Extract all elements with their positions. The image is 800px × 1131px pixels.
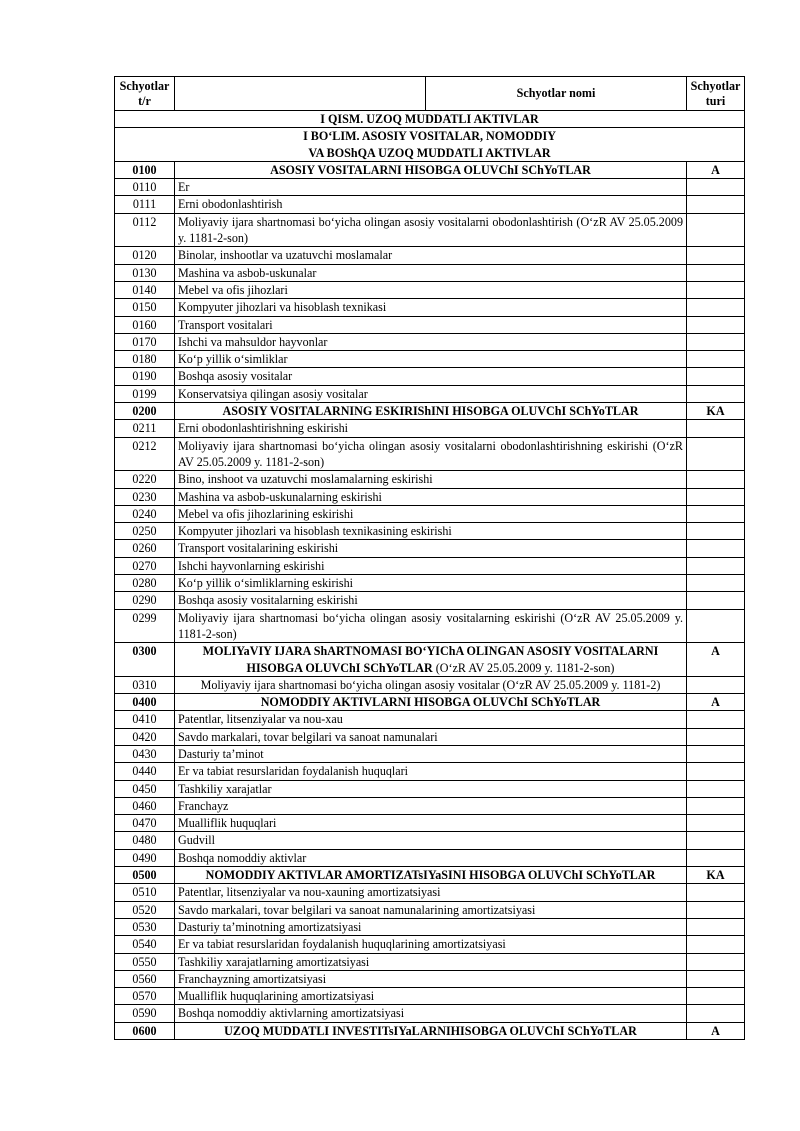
account-name (175, 918, 687, 935)
account-type (687, 609, 745, 643)
account-code: 0510 (115, 884, 175, 901)
account-code: 0550 (115, 953, 175, 970)
account-name (175, 575, 687, 592)
account-type (687, 1005, 745, 1022)
account-type (687, 437, 745, 471)
account-type (687, 505, 745, 522)
account-type (687, 316, 745, 333)
account-name-text: MOLIYaVIY IJARA ShARTNOMASI BO‘YIChA OLINGAN ASOSIY VOSITALARNI HISOBGA OLUVChI SChYoTLAR (202, 644, 659, 675)
account-name (175, 540, 687, 557)
account-name (175, 368, 687, 385)
account-type (687, 523, 745, 540)
account-code: 0111 (115, 196, 175, 213)
table-row (115, 711, 745, 728)
account-type: KA (687, 867, 745, 884)
account-code: 0420 (115, 728, 175, 745)
account-code: 0280 (115, 575, 175, 592)
account-code: 0470 (115, 815, 175, 832)
table-row (115, 351, 745, 368)
account-group-row (115, 1022, 745, 1039)
account-name (175, 247, 687, 264)
account-name (175, 970, 687, 987)
account-name-text: ASOSIY VOSITALARNING ESKIRIShINI HISOBGA OLUVChI SChYoTLAR (222, 404, 639, 419)
account-code: 0480 (115, 832, 175, 849)
account-name-text: Erni obodonlashtirish (178, 197, 283, 212)
account-group-row (115, 161, 745, 178)
account-name (175, 488, 687, 505)
account-type (687, 763, 745, 780)
account-name-text: NOMODDIY AKTIVLAR AMORTIZATsIYaSINI HISOBGA OLUVChI SChYoTLAR (205, 868, 656, 883)
account-name-text: Boshqa nomoddiy aktivlarning amortizatsiyasi (178, 1006, 405, 1021)
account-code: 0600 (115, 1022, 175, 1039)
account-name-text: Kompyuter jihozlari va hisoblash texnikasi (178, 300, 387, 315)
account-code: 0290 (115, 592, 175, 609)
account-type (687, 351, 745, 368)
table-row (115, 505, 745, 522)
table-row (115, 316, 745, 333)
account-type (687, 797, 745, 814)
account-name-note: (O‘zR AV 25.05.2009 y. 1181-2-son) (435, 660, 615, 675)
account-code: 0400 (115, 694, 175, 711)
account-name-text: Tashkiliy xarajatlar (178, 781, 272, 796)
account-code: 0110 (115, 179, 175, 196)
account-name-text: ASOSIY VOSITALARNI HISOBGA OLUVChI SChYoTLAR (270, 162, 591, 177)
account-code: 0310 (115, 676, 175, 693)
table-row (115, 901, 745, 918)
account-type (687, 281, 745, 298)
account-name (175, 711, 687, 728)
account-name-text: Mashina va asbob-uskunalarning eskirishi (178, 489, 382, 504)
account-name-text: Mebel va ofis jihozlarining eskirishi (178, 506, 354, 521)
account-type (687, 745, 745, 762)
account-type (687, 471, 745, 488)
account-name (175, 505, 687, 522)
account-type (687, 901, 745, 918)
account-code: 0500 (115, 867, 175, 884)
account-type (687, 488, 745, 505)
table-row (115, 884, 745, 901)
table-row (115, 592, 745, 609)
account-name-text: Er va tabiat resurslaridan foydalanish huquqlarining amortizatsiyasi (178, 937, 506, 952)
table-row (115, 676, 745, 693)
table-row (115, 420, 745, 437)
chart-of-accounts-document (114, 76, 744, 1040)
table-row (115, 780, 745, 797)
account-name (175, 1005, 687, 1022)
account-type (687, 333, 745, 350)
account-type (687, 849, 745, 866)
account-type (687, 557, 745, 574)
account-group-row (115, 867, 745, 884)
account-name-text: Boshqa nomoddiy aktivlar (178, 850, 307, 865)
table-row (115, 745, 745, 762)
account-type (687, 970, 745, 987)
account-name (175, 763, 687, 780)
account-code: 0570 (115, 988, 175, 1005)
account-name (175, 815, 687, 832)
section-title: I BO‘LIM. ASOSIY VOSITALAR, NOMODDIY VA BOShQA UZOQ MUDDATLI AKTIVLAR (115, 128, 745, 162)
account-name-text: Moliyaviy ijara shartnomasi bo‘yicha olingan asosiy vositalarni obodonlashtirishning eskirishi (O‘zR AV 25.05.2009 y. 1181-2-son) (178, 438, 683, 469)
account-name-text: Dasturiy ta’minotning amortizatsiyasi (178, 919, 362, 934)
table-row (115, 299, 745, 316)
account-type (687, 299, 745, 316)
account-name-text: Mashina va asbob-uskunalar (178, 265, 317, 280)
account-code: 0410 (115, 711, 175, 728)
account-name-text: Ishchi hayvonlarning eskirishi (178, 558, 325, 573)
account-name (175, 849, 687, 866)
account-code: 0160 (115, 316, 175, 333)
account-code: 0560 (115, 970, 175, 987)
table-row (115, 523, 745, 540)
account-type (687, 213, 745, 247)
account-name (175, 936, 687, 953)
account-code: 0490 (115, 849, 175, 866)
account-name (175, 437, 687, 471)
account-name-text: Mualliflik huquqlari (178, 816, 277, 831)
table-row (115, 849, 745, 866)
account-code: 0300 (115, 643, 175, 677)
account-type (687, 179, 745, 196)
account-name-text: Erni obodonlashtirishning eskirishi (178, 421, 348, 436)
account-code: 0112 (115, 213, 175, 247)
account-name (175, 523, 687, 540)
account-name (175, 196, 687, 213)
account-name (175, 643, 687, 677)
account-name-text: Franchayz (178, 798, 229, 813)
accounts-table (114, 76, 745, 1040)
account-name (175, 281, 687, 298)
account-name (175, 728, 687, 745)
account-type (687, 368, 745, 385)
account-name (175, 299, 687, 316)
account-name-text: Er va tabiat resurslaridan foydalanish huquqlari (178, 764, 409, 779)
account-code: 0212 (115, 437, 175, 471)
account-name (175, 179, 687, 196)
account-name-text: Bino, inshoot va uzatuvchi moslamalarning eskirishi (178, 472, 433, 487)
account-name (175, 694, 687, 711)
section-title: I QISM. UZOQ MUDDATLI AKTIVLAR (115, 111, 745, 128)
account-code: 0211 (115, 420, 175, 437)
table-row (115, 970, 745, 987)
account-type: A (687, 694, 745, 711)
table-row (115, 179, 745, 196)
account-name-text: Ko‘p yillik o‘simliklar (178, 352, 288, 367)
table-row (115, 540, 745, 557)
account-name-text: Gudvill (178, 833, 215, 848)
table-row (115, 471, 745, 488)
table-row (115, 264, 745, 281)
account-code: 0170 (115, 333, 175, 350)
account-name-text: Binolar, inshootlar va uzatuvchi moslamalar (178, 248, 393, 263)
account-type (687, 575, 745, 592)
table-row (115, 609, 745, 643)
account-name-text: Moliyaviy ijara shartnomasi bo‘yicha olingan asosiy vositalarni obodonlashtirish (O‘zR AV 25.05.2009 y. 1181-2-son) (178, 214, 683, 246)
header-type: Schyotlar turi (687, 77, 745, 111)
table-row (115, 1005, 745, 1022)
account-name (175, 420, 687, 437)
account-name-text: Moliyaviy ijara shartnomasi bo‘yicha olingan asosiy vositalar (O‘zR AV 25.05.2009 y. 1181-2) (200, 677, 661, 692)
account-name (175, 797, 687, 814)
account-type (687, 385, 745, 402)
table-row (115, 797, 745, 814)
table-row (115, 763, 745, 780)
account-group-row (115, 403, 745, 420)
table-row (115, 953, 745, 970)
account-code: 0250 (115, 523, 175, 540)
account-code: 0220 (115, 471, 175, 488)
table-row (115, 557, 745, 574)
account-name (175, 592, 687, 609)
table-row (115, 936, 745, 953)
account-name-text: Boshqa asosiy vositalarning eskirishi (178, 593, 358, 608)
account-code: 0590 (115, 1005, 175, 1022)
account-type (687, 540, 745, 557)
account-name-text: Savdo markalari, tovar belgilari va sanoat namunalarining amortizatsiyasi (178, 902, 536, 917)
account-name (175, 557, 687, 574)
account-name (175, 676, 687, 693)
account-type (687, 918, 745, 935)
account-code: 0100 (115, 161, 175, 178)
account-type (687, 196, 745, 213)
section-row-part (115, 111, 745, 128)
account-name-text: Boshqa asosiy vositalar (178, 369, 293, 384)
account-code: 0430 (115, 745, 175, 762)
account-name-text: Er (178, 180, 190, 195)
account-code: 0230 (115, 488, 175, 505)
account-type (687, 420, 745, 437)
account-type (687, 676, 745, 693)
account-type: A (687, 161, 745, 178)
header-name: Schyotlar nomi (516, 86, 596, 100)
account-type (687, 832, 745, 849)
account-type (687, 780, 745, 797)
account-code: 0520 (115, 901, 175, 918)
account-name-text: Patentlar, litsenziyalar va nou-xauning amortizatsiyasi (178, 885, 441, 900)
account-type: A (687, 1022, 745, 1039)
table-row (115, 728, 745, 745)
account-name (175, 333, 687, 350)
account-name (175, 867, 687, 884)
account-name (175, 745, 687, 762)
account-name (175, 609, 687, 643)
account-name (175, 1022, 687, 1039)
account-name (175, 316, 687, 333)
section-row-chapter (115, 128, 745, 162)
account-name (175, 161, 687, 178)
table-header-row (115, 77, 745, 111)
account-name (175, 403, 687, 420)
account-name-text: Patentlar, litsenziyalar va nou-xau (178, 712, 343, 727)
account-code: 0270 (115, 557, 175, 574)
table-row (115, 385, 745, 402)
table-row (115, 488, 745, 505)
account-type (687, 728, 745, 745)
account-type (687, 247, 745, 264)
account-name-text: Savdo markalari, tovar belgilari va sanoat namunalari (178, 729, 438, 744)
account-name-text: Dasturiy ta’minot (178, 746, 264, 761)
account-code: 0120 (115, 247, 175, 264)
account-code: 0460 (115, 797, 175, 814)
table-row (115, 213, 745, 247)
account-name-text: Franchayzning amortizatsiyasi (178, 971, 327, 986)
account-code: 0260 (115, 540, 175, 557)
account-type: KA (687, 403, 745, 420)
account-name (175, 264, 687, 281)
account-code: 0540 (115, 936, 175, 953)
account-type (687, 592, 745, 609)
account-name (175, 832, 687, 849)
account-name-text: NOMODDIY AKTIVLARNI HISOBGA OLUVChI SChYoTLAR (260, 695, 601, 710)
account-group-row (115, 694, 745, 711)
account-name-text: Tashkiliy xarajatlarning amortizatsiyasi (178, 954, 370, 969)
account-name (175, 385, 687, 402)
header-name-cell (175, 77, 687, 111)
account-code: 0180 (115, 351, 175, 368)
account-name (175, 213, 687, 247)
account-code: 0440 (115, 763, 175, 780)
account-name (175, 471, 687, 488)
table-row (115, 815, 745, 832)
account-group-row (115, 643, 745, 677)
header-code: Schyotlar t/r (115, 77, 175, 111)
account-code: 0530 (115, 918, 175, 935)
account-name-text: UZOQ MUDDATLI INVESTITsIYaLARNIHISOBGA OLUVChI SChYoTLAR (224, 1023, 637, 1038)
table-row (115, 437, 745, 471)
table-row (115, 247, 745, 264)
account-name-text: Ishchi va mahsuldor hayvonlar (178, 334, 328, 349)
account-type (687, 988, 745, 1005)
table-row (115, 281, 745, 298)
account-name-text: Mebel va ofis jihozlari (178, 282, 288, 297)
table-row (115, 333, 745, 350)
table-row (115, 918, 745, 935)
table-row (115, 832, 745, 849)
account-type (687, 264, 745, 281)
account-code: 0200 (115, 403, 175, 420)
account-name (175, 953, 687, 970)
account-code: 0150 (115, 299, 175, 316)
account-code: 0140 (115, 281, 175, 298)
account-code: 0299 (115, 609, 175, 643)
account-type (687, 936, 745, 953)
account-name-text: Konservatsiya qilingan asosiy vositalar (178, 386, 368, 401)
account-name (175, 884, 687, 901)
account-code: 0199 (115, 385, 175, 402)
account-code: 0190 (115, 368, 175, 385)
account-name-text: Ko‘p yillik o‘simliklarning eskirishi (178, 576, 354, 591)
account-name-text: Mualliflik huquqlarining amortizatsiyasi (178, 989, 375, 1004)
account-name (175, 901, 687, 918)
account-code: 0240 (115, 505, 175, 522)
account-type (687, 711, 745, 728)
account-type (687, 815, 745, 832)
account-type (687, 953, 745, 970)
account-code: 0450 (115, 780, 175, 797)
account-type (687, 884, 745, 901)
account-name (175, 988, 687, 1005)
table-row (115, 988, 745, 1005)
account-name (175, 351, 687, 368)
header-blank-subcell (175, 77, 426, 110)
account-name-text: Kompyuter jihozlari va hisoblash texnikasining eskirishi (178, 524, 452, 539)
account-name-text: Transport vositalarining eskirishi (178, 541, 339, 556)
table-row (115, 368, 745, 385)
account-name-text: Moliyaviy ijara shartnomasi bo‘yicha olingan asosiy vositalarning eskirishi (O‘zR AV 25.05.2009 y. 1181-2-son) (178, 610, 683, 641)
account-name-text: Transport vositalari (178, 317, 273, 332)
table-row (115, 196, 745, 213)
table-row (115, 575, 745, 592)
account-type: A (687, 643, 745, 677)
account-code: 0130 (115, 264, 175, 281)
account-name (175, 780, 687, 797)
